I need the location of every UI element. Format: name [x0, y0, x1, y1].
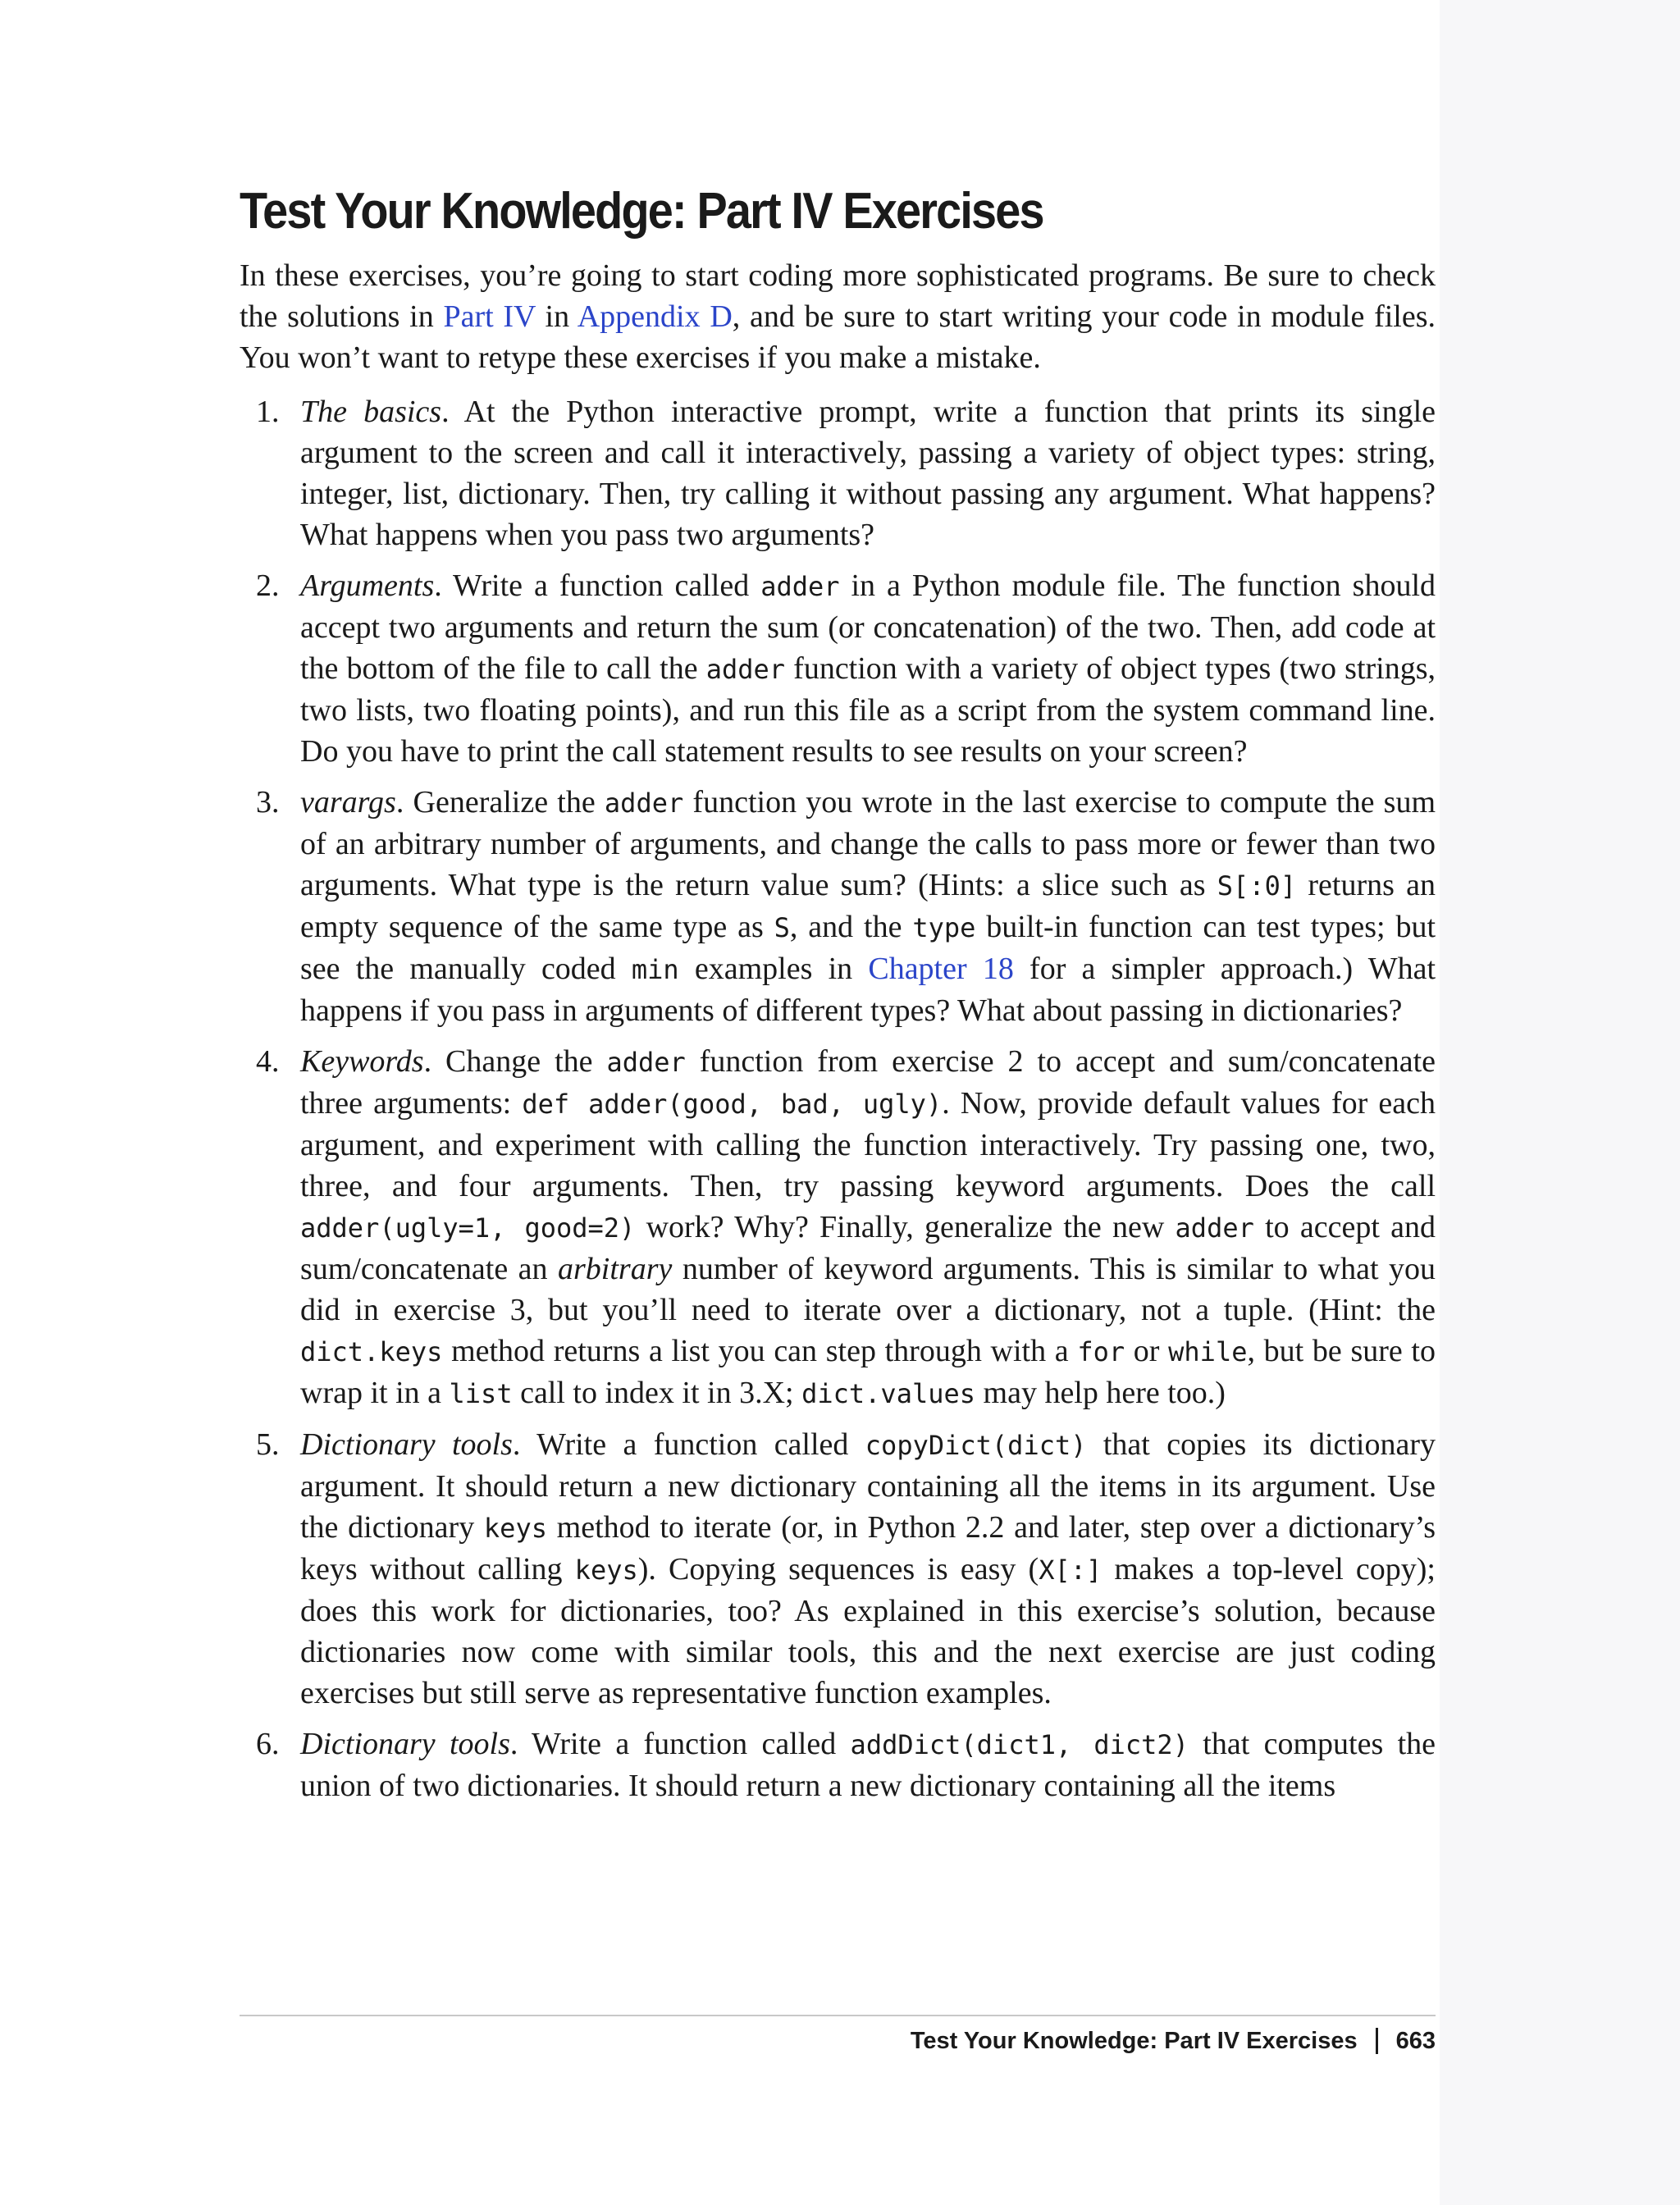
- item-number: 1.: [256, 395, 280, 429]
- item-body: varargs. Generalize the adder function you wrote in the last exercise to compute the sum of an arbitrary number of arguments, and change the calls to pass more or fewer than two arguments. What type is the return value sum? (Hints: a slice such as S[:0] returns an empty sequence of the same type as S, and the type built-in function can test types; but see the manually coded min examples in Chapter 18 for a simpler approach.) What happens if you pass in arguments of different types? What about passing in dictionaries?: [300, 785, 1436, 1028]
- exercise-item-3: [240, 782, 1436, 1031]
- item-body: Dictionary tools. Write a function called copyDict(dict) that copies its dictionary argument. It should return a new dictionary containing all the items in its argument. Use the dictionary keys method to iterate (or, in Python 2.2 and later, step over a dictionary’s keys without calling keys). Copying sequences is easy (X[:] makes a top-level copy); does this work for dictionaries, too? As explained in this exercise’s solution, because dictionaries now come with similar tools, this and the next exercise are just coding exercises but still serve as representative function examples.: [300, 1427, 1436, 1710]
- item-body: Arguments. Write a function called adder in a Python module file. The function should accept two arguments and return the sum (or concatenation) of the two. Then, add code at the bottom of the file to call the adder function with a variety of object types (two strings, two lists, two floating points), and run this file as a script from the system command line. Do you have to print the call statement results to see results on your screen?: [300, 568, 1436, 769]
- running-footer: [911, 2023, 1436, 2059]
- chapter-18-link[interactable]: Chapter 18: [868, 952, 1014, 986]
- exercise-item-2: [240, 565, 1436, 772]
- scan-shade: [1440, 0, 1680, 2205]
- footer-divider: [240, 2015, 1436, 2016]
- item-number: 6.: [256, 1727, 280, 1761]
- appendix-d-link[interactable]: Appendix D: [577, 299, 733, 334]
- item-body: Dictionary tools. Write a function called addDict(dict1, dict2) that computes the union of two dictionaries. It should return a new dictionary containing all the items: [300, 1727, 1436, 1803]
- item-number: 5.: [256, 1427, 280, 1462]
- footer-title: Test Your Knowledge: Part IV Exercises: [910, 2027, 1358, 2054]
- content: [240, 182, 1436, 1816]
- exercise-item-1: [240, 391, 1436, 555]
- exercise-item-5: [240, 1424, 1436, 1714]
- exercise-list: [240, 391, 1436, 1806]
- part-iv-link[interactable]: Part IV: [443, 299, 536, 334]
- footer-separator: [1376, 2028, 1378, 2054]
- page-number: 663: [1395, 2027, 1436, 2054]
- item-body: Keywords. Change the adder function from exercise 2 to accept and sum/concatenate three arguments: def adder(good, bad, ugly). Now, provide default values for each argument, and experiment with calling the function interactively. Try passing one, two, three, and four arguments. Then, try passing keyword arguments. Does the call adder(ugly=1, good=2) work? Why? Finally, generalize the new adder to accept and sum/concatenate an arbitrary number of keyword arguments. This is similar to what you did in exercise 3, but you’ll need to iterate over a dictionary, not a tuple. (Hint: the dict.keys method returns a list you can step through with a for or while, but be sure to wrap it in a list call to index it in 3.X; dict.values may help here too.): [300, 1044, 1436, 1410]
- page-title: Test Your Knowledge: Part IV Exercises: [240, 183, 1043, 240]
- exercise-item-6: [240, 1723, 1436, 1806]
- item-number: 2.: [256, 568, 280, 603]
- item-number: 4.: [256, 1044, 280, 1079]
- intro-paragraph: In these exercises, you’re going to start coding more sophisticated programs. Be sure to check the solutions in Part IV in Appendix D, and be sure to start writing your code in module files. You won’t want to retype these exercises if you make a mistake.: [240, 258, 1436, 375]
- item-body: The basics. At the Python interactive prompt, write a function that prints its single argument to the screen and call it interactively, passing a variety of object types: string, integer, list, dictionary. Then, try calling it without passing any argument. What happens? What happens when you pass two arguments?: [300, 395, 1436, 552]
- exercise-item-4: [240, 1041, 1436, 1414]
- item-number: 3.: [256, 785, 280, 819]
